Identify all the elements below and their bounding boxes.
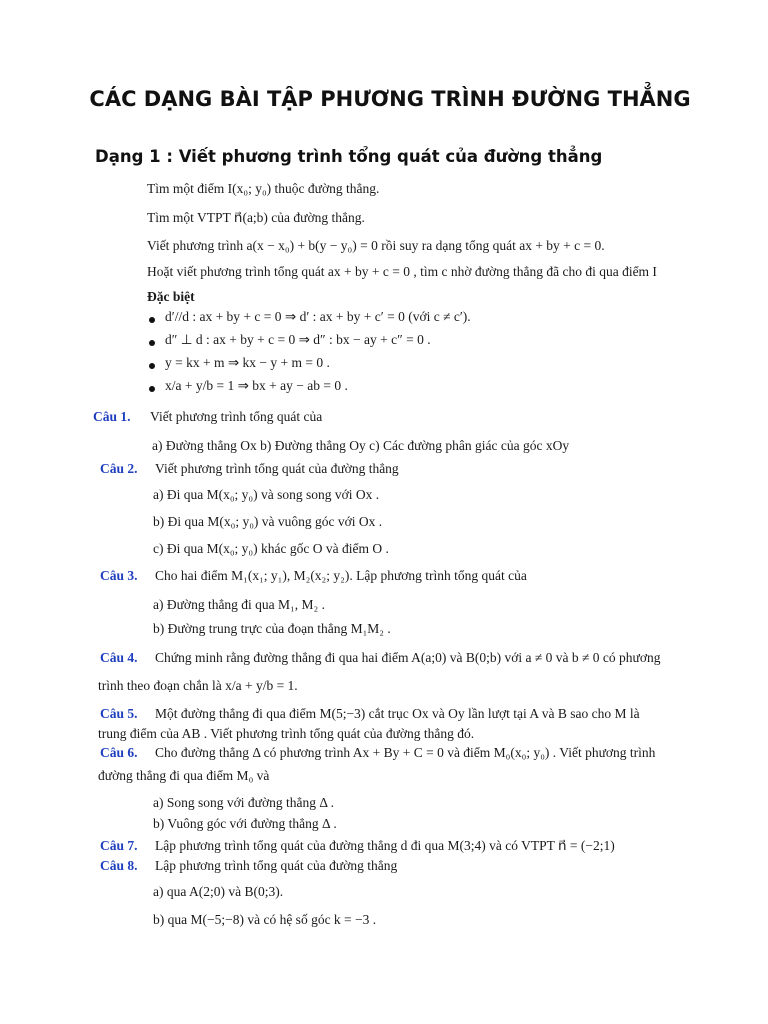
question-part: c) Đi qua M(x₀; y₀) khác gốc O và điểm O . <box>153 541 389 556</box>
question-part: b) qua M(−5;−8) và có hệ số góc k = −3 . <box>153 912 377 927</box>
question-part: a) qua A(2;0) và B(0;3). <box>153 884 284 899</box>
question-label: Câu 8. <box>100 858 138 873</box>
intro-line: Hoặt viết phương trình tổng quát ax + by + c = 0 , tìm c nhờ đường thẳng đã cho đi qua điểm I <box>147 264 657 279</box>
question-label: Câu 2. <box>100 461 138 476</box>
question-label: Câu 5. <box>100 706 138 721</box>
question-part: b) Vuông góc với đường thẳng Δ . <box>153 816 337 831</box>
question-text: trình theo đoạn chắn là x/a + y/b = 1. <box>98 678 298 693</box>
question-label: Câu 7. <box>100 838 138 853</box>
question-text: Viết phương trình tổng quát của đường thẳng <box>155 461 399 476</box>
question-text: Một đường thẳng đi qua điểm M(5;−3) cắt trục Ox và Oy lần lượt tại A và B sao cho M là <box>155 706 640 721</box>
section-heading: Dạng 1 : Viết phương trình tổng quát của đường thẳng <box>95 147 603 166</box>
intro-line: Tìm một VTPT n⃗(a;b) của đường thẳng. <box>147 210 365 225</box>
question-text: Viết phương trình tổng quát của <box>150 409 323 424</box>
question-part: a) Song song với đường thẳng Δ . <box>153 795 335 810</box>
bullet-icon <box>149 386 155 392</box>
question-text: Lập phương trình tổng quát của đường thẳng <box>155 858 398 873</box>
special-item: x/a + y/b = 1 ⇒ bx + ay − ab = 0 . <box>165 378 348 393</box>
question-label: Câu 4. <box>100 650 138 665</box>
special-item: d″ ⊥ d : ax + by + c = 0 ⇒ d″ : bx − ay + c″ = 0 . <box>165 332 431 347</box>
question-part: a) Đường thẳng đi qua M₁, M₂ . <box>153 597 325 612</box>
question-text: Lập phương trình tổng quát của đường thẳng d đi qua M(3;4) và có VTPT n⃗ = (−2;1) <box>155 838 615 853</box>
bullet-icon <box>149 363 155 369</box>
question-text: đường thẳng đi qua điểm M₀ và <box>98 768 270 783</box>
bullet-icon <box>149 317 155 323</box>
bullet-icon <box>149 340 155 346</box>
question-text: Cho đường thẳng Δ có phương trình Ax + By + C = 0 và điểm M₀(x₀; y₀) . Viết phương trình <box>155 745 656 760</box>
question-part: b) Đường trung trực của đoạn thẳng M₁M₂ . <box>153 621 391 636</box>
question-part: a) Đi qua M(x₀; y₀) và song song với Ox . <box>153 487 380 502</box>
intro-line: Tìm một điểm I(x₀; y₀) thuộc đường thẳng. <box>147 181 380 196</box>
question-label: Câu 6. <box>100 745 138 760</box>
question-text: trung điểm của AB . Viết phương trình tổng quát của đường thẳng đó. <box>98 726 475 741</box>
page-title: CÁC DẠNG BÀI TẬP PHƯƠNG TRÌNH ĐƯỜNG THẲNG <box>89 87 691 111</box>
special-item: d′//d : ax + by + c = 0 ⇒ d′ : ax + by + c′ = 0 (với c ≠ c′). <box>165 309 471 324</box>
question-text: Cho hai điểm M₁(x₁; y₁), M₂(x₂; y₂). Lập phương trình tổng quát của <box>155 568 527 583</box>
question-label: Câu 1. <box>93 409 131 424</box>
question-text: Chứng minh rằng đường thẳng đi qua hai điểm A(a;0) và B(0;b) với a ≠ 0 và b ≠ 0 có phương <box>155 650 661 665</box>
question-part: a) Đường thẳng Ox b) Đường thẳng Oy c) Các đường phân giác của góc xOy <box>152 438 570 453</box>
question-part: b) Đi qua M(x₀; y₀) và vuông góc với Ox . <box>153 514 383 529</box>
special-item: y = kx + m ⇒ kx − y + m = 0 . <box>165 355 330 370</box>
special-label: Đặc biệt <box>147 289 195 304</box>
intro-line: Viết phương trình a(x − x₀) + b(y − y₀) = 0 rồi suy ra dạng tổng quát ax + by + c = 0. <box>147 238 605 253</box>
question-label: Câu 3. <box>100 568 138 583</box>
